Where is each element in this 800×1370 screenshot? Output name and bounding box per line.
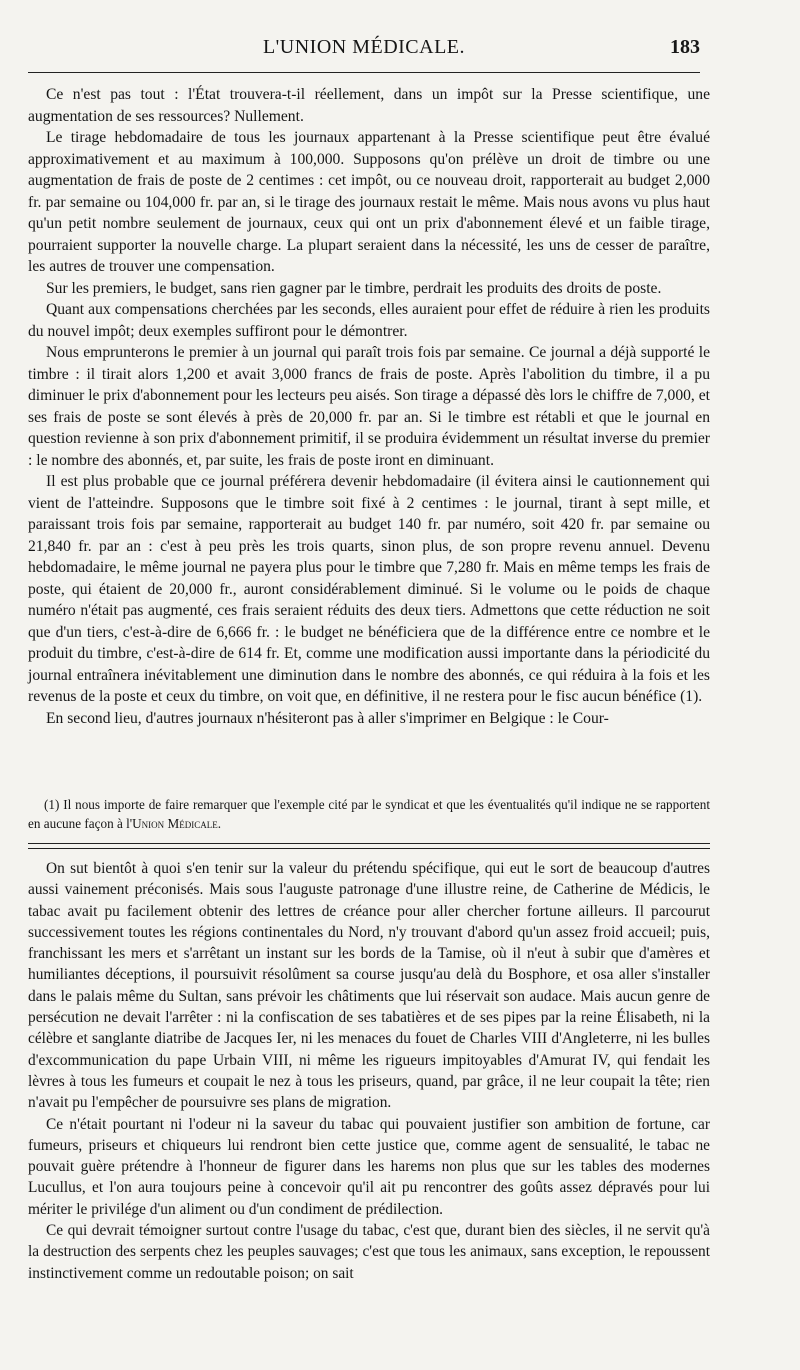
paragraph: Quant aux compensations cherchées par les seconds, elles auraient pour effet de réduire à rien les produits du nouvel impôt; deux exemples suffiront pour le démontrer. — [28, 301, 710, 340]
running-title: L'UNION MÉDICALE. — [262, 36, 466, 58]
top-article — [28, 84, 710, 729]
paragraph: Sur les premiers, le budget, sans rien gagner par le timbre, perdrait les produits des droits de poste. — [46, 279, 662, 297]
page-number: 183 — [670, 36, 700, 58]
paragraph: Ce qui devrait témoigner surtout contre l'usage du tabac, c'est que, durant bien des siècles, il ne servit qu'à la destruction des serpents chez les peuples sauvages; c'est que tous les animaux, sans exception, le repoussent instinctivement comme un redoutable poison; on sait — [28, 1222, 710, 1282]
bottom-article — [28, 858, 710, 1284]
paragraph: En second lieu, d'autres journaux n'hésiteront pas à aller s'imprimer en Belgique : le Cour- — [46, 709, 609, 727]
paragraph: Le tirage hebdomadaire de tous les journaux appartenant à la Presse scientifique peut être évalué approximativement et au maximum à 100,000. Supposons qu'on prélève un droit de timbre ou une augmentation de frais de poste de 2 centimes : cet impôt, ou ce nouveau droit, rapporterait au budget 2,000 fr. par semaine ou 104,000 fr. par an, si le tirage des journaux restait le même. Mais nous avons vu plus haut qu'un petit nombre seulement de journaux, ceux qui ont un prix d'abonnement élevé et un faible tirage, pourraient supporter la nouvelle charge. La plupart seraient dans la nécessité, les uns de cesser de paraître, les autres de trouver une compensation. — [28, 129, 710, 275]
paragraph: On sut bientôt à quoi s'en tenir sur la valeur du prétendu spécifique, qui eut le sort de beaucoup d'autres aussi vainement préconisés. Mais sous l'auguste patronage d'une illustre reine, de Catherine de Médicis, le tabac avait pu facilement obtenir des lettres de créance pour aller chercher fortune ailleurs. Il parcourut successivement toutes les régions continentales du Nord, n'y trouvant d'abord qu'un assez froid accueil; puis, franchissant les mers et s'arrêtant un instant sur les bords de la Tamise, où il n'eut à subir que d'amères et humiliantes déceptions, il poursuivit résolûment sa course jusqu'au delà du Bosphore, et osa aller s'installer dans le palais même du Sultan, sans prévoir les châtiments que lui réservait son audace. Mais aucun genre de persécution ne devait l'arrêter : ni la confiscation de ses tabatières et de ses pipes par la reine Élisabeth, ni la célèbre et sanglante diatribe de Jacques Ier, ni les menaces du fouet de Charles VIII d'Angleterre, ni les bulles d'excommunication du pape Urbain VIII, ni même les rigueurs impitoyables d'Amurat IV, qui fendait les lèvres à tous les fumeurs et coupait le nez à tous les priseurs, quand, par grâce, il ne leur coupait la tête; rien n'avait pu l'empêcher de poursuivre ses plans de migration. — [28, 860, 710, 1112]
footnote-text-before: (1) Il nous importe de faire remarquer que l'exemple cité par le syndicat et que les éventualités qu'il indique ne se rapportent en aucune façon à l' — [28, 797, 710, 831]
publication-name: Union Médicale — [132, 816, 218, 831]
paragraph: Ce n'était pourtant ni l'odeur ni la saveur du tabac qui pouvaient justifier son ambition de fortune, car fumeurs, priseurs et chiqueurs lui rendront bien cette justice que, comme agent de sensualité, le tabac ne pouvait guère prétendre à l'honneur de figurer dans les harems non plus que sur les tables des modernes Lucullus, et l'on aura toujours peine à concevoir qu'il ait pu rencontrer des goûts assez dépravés pour lui mériter le privilége d'un aliment ou d'un condiment de prédilection. — [28, 1115, 710, 1218]
paragraph: Nous emprunterons le premier à un journal qui paraît trois fois par semaine. Ce journal a déjà supporté le timbre : il tirait alors 1,200 et avait 3,000 francs de frais de poste. Après l'abolition du timbre, il a pu diminuer le prix d'abonnement pour les lecteurs peu aisés. Son tirage a dépassé dès lors le chiffre de 7,000, et ses frais de poste se sont élevés à près de 20,000 fr. par an. Si le timbre est rétabli et que le journal en question revienne à son prix d'abonnement primitif, il se produira évidemment un résultat inverse du premier : le nombre des abonnés, et, par suite, les frais de poste iront en diminuant. — [28, 344, 710, 469]
header-rule — [28, 72, 700, 73]
paragraph: Il est plus probable que ce journal préférera devenir hebdomadaire (il évitera ainsi le cautionnement qui vient de l'atteindre. Supposons que le timbre soit fixé à 2 centimes : le journal, tirant à sept mille, et paraissant trois fois par semaine, rapporterait au budget 140 fr. par numéro, soit 420 fr. par semaine ou 21,840 fr. par an : c'est à peu près les trois quarts, sinon plus, de son propre revenu annuel. Devenu hebdomadaire, le même journal ne payera plus pour le timbre que 7,280 fr. Mais en même temps les frais de poste, qui étaient de 20,000 fr., auront considérablement diminué. Si le volume ou le poids de chaque numéro n'était pas augmenté, ces frais seraient réduits des deux tiers. Admettons que cette réduction ne soit que d'un tiers, c'est-à-dire de 6,666 fr. : le budget ne bénéficiera que de la différence entre ce nombre et le produit du timbre, c'est-à-dire de 614 fr. Et, comme une modification aussi importante dans la périodicité du journal entraînera inévitablement une diminution dans le nombre des abonnés, ce qui réduira à la fois et les revenus de la poste et ceux du timbre, on voit que, en définitive, il ne restera pour le fisc aucun bénéfice (1). — [28, 473, 710, 705]
page-header — [28, 36, 700, 64]
section-divider — [28, 843, 710, 849]
paragraph: Ce n'est pas tout : l'État trouvera-t-il réellement, dans un impôt sur la Presse scientifique, une augmentation de ses ressources? Nullement. — [28, 86, 710, 125]
footnote-text — [28, 795, 710, 833]
footnote — [28, 795, 710, 833]
footnote-text-after: . — [217, 816, 221, 831]
